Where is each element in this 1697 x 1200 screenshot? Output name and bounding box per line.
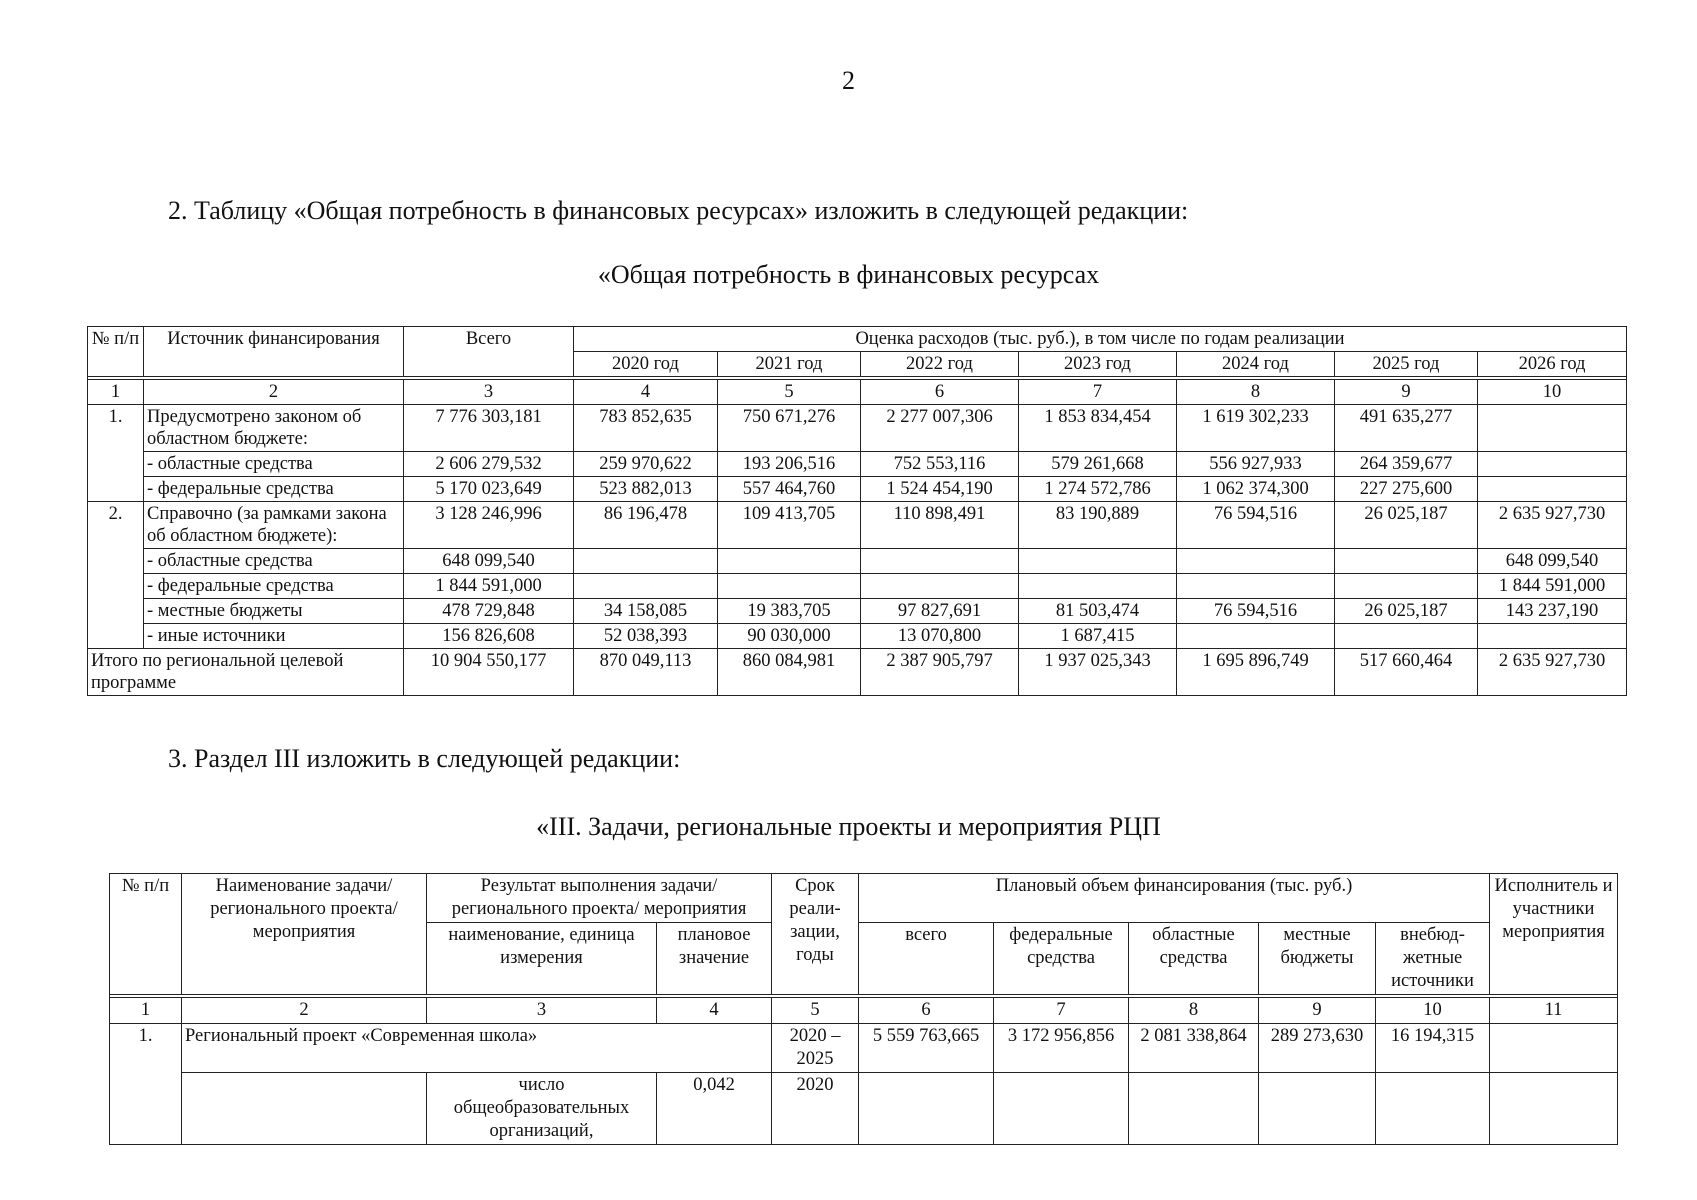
executor-cell <box>1490 1024 1618 1073</box>
header-executor: Исполнитель и участники мероприятия <box>1490 874 1618 995</box>
cell-value: 648 099,540 <box>404 549 574 574</box>
column-number: 5 <box>718 380 861 405</box>
empty-cell <box>182 1073 427 1145</box>
cell-value: 86 196,478 <box>574 502 718 549</box>
funding-offbudget: 16 194,315 <box>1376 1024 1490 1073</box>
table-row <box>88 624 1627 649</box>
cell-value: 156 826,608 <box>404 624 574 649</box>
column-number: 10 <box>1376 998 1490 1024</box>
column-number: 4 <box>657 998 772 1024</box>
cell-value: 52 038,393 <box>574 624 718 649</box>
column-number: 1 <box>88 380 144 405</box>
cell-value: 26 025,187 <box>1335 599 1478 624</box>
empty-cell <box>1376 1073 1490 1145</box>
total-value: 860 084,981 <box>718 649 861 696</box>
header-year: 2024 год <box>1177 352 1335 377</box>
cell-value: 13 070,800 <box>861 624 1019 649</box>
cell-value: 478 729,848 <box>404 599 574 624</box>
cell-value <box>1478 405 1627 452</box>
column-number: 7 <box>1019 380 1177 405</box>
cell-value: 1 274 572,786 <box>1019 477 1177 502</box>
header-offbudget: внебюд-жетные источники <box>1376 923 1490 995</box>
cell-value <box>1335 624 1478 649</box>
column-number: 3 <box>404 380 574 405</box>
column-number: 3 <box>427 998 657 1024</box>
cell-value <box>1478 624 1627 649</box>
total-value: 870 049,113 <box>574 649 718 696</box>
header-year: 2026 год <box>1478 352 1627 377</box>
header-result-name: наименование, единица измерения <box>427 923 657 995</box>
header-funding-total: всего <box>859 923 994 995</box>
cell-value: 1 853 834,454 <box>1019 405 1177 452</box>
cell-value <box>861 549 1019 574</box>
cell-value: 1 619 302,233 <box>1177 405 1335 452</box>
cell-value: 5 170 023,649 <box>404 477 574 502</box>
cell-value: 76 594,516 <box>1177 599 1335 624</box>
tasks-projects-table <box>109 873 1618 1145</box>
table-row <box>88 599 1627 624</box>
cell-value: 109 413,705 <box>718 502 861 549</box>
header-local: местные бюджеты <box>1259 923 1376 995</box>
cell-value <box>718 574 861 599</box>
table-row <box>88 574 1627 599</box>
cell-value: 523 882,013 <box>574 477 718 502</box>
row-number: 1. <box>110 1024 182 1145</box>
column-number: 10 <box>1478 380 1627 405</box>
cell-value: 491 635,277 <box>1335 405 1478 452</box>
cell-value: 579 261,668 <box>1019 452 1177 477</box>
cell-value: 34 158,085 <box>574 599 718 624</box>
cell-value: 648 099,540 <box>1478 549 1627 574</box>
total-value: 2 387 905,797 <box>861 649 1019 696</box>
table-row <box>110 1073 1618 1145</box>
row-label: Справочно (за рамками закона об областном бюджете): <box>144 502 404 549</box>
row-label: - федеральные средства <box>144 574 404 599</box>
header-num: № п/п <box>88 327 144 377</box>
header-row <box>88 327 1627 352</box>
header-term: Срок реали-зации, годы <box>772 874 859 995</box>
total-value: 2 635 927,730 <box>1478 649 1627 696</box>
row-label: - иные источники <box>144 624 404 649</box>
cell-value: 26 025,187 <box>1335 502 1478 549</box>
cell-value: 1 687,415 <box>1019 624 1177 649</box>
cell-value: 97 827,691 <box>861 599 1019 624</box>
total-row <box>88 649 1627 696</box>
table-row <box>110 1024 1618 1073</box>
cell-value <box>1019 549 1177 574</box>
cell-value: 556 927,933 <box>1177 452 1335 477</box>
total-label: Итого по региональной целевой программе <box>88 649 404 696</box>
table-row <box>88 549 1627 574</box>
cell-value <box>574 549 718 574</box>
row-number: 2. <box>88 502 144 649</box>
cell-value <box>1177 624 1335 649</box>
column-number: 8 <box>1177 380 1335 405</box>
indicator-value: 0,042 <box>657 1073 772 1145</box>
empty-cell <box>1490 1073 1618 1145</box>
header-funding: Плановый объем финансирования (тыс. руб.) <box>859 874 1490 923</box>
cell-value: 2 635 927,730 <box>1478 502 1627 549</box>
cell-value: 752 553,116 <box>861 452 1019 477</box>
header-year: 2025 год <box>1335 352 1478 377</box>
indicator-name: число общеобразовательных организаций, <box>427 1073 657 1145</box>
page-number: 2 <box>842 66 855 95</box>
cell-value: 557 464,760 <box>718 477 861 502</box>
cell-value: 3 128 246,996 <box>404 502 574 549</box>
cell-value: 143 237,190 <box>1478 599 1627 624</box>
cell-value: 750 671,276 <box>718 405 861 452</box>
header-federal: федеральные средства <box>994 923 1129 995</box>
table-row <box>88 477 1627 502</box>
cell-value <box>861 574 1019 599</box>
header-estimate: Оценка расходов (тыс. руб.), в том числе по годам реализации <box>574 327 1627 352</box>
cell-value <box>1478 477 1627 502</box>
cell-value <box>1478 452 1627 477</box>
header-row <box>110 874 1618 923</box>
table-row <box>88 452 1627 477</box>
empty-cell <box>1259 1073 1376 1145</box>
header-source: Источник финансирования <box>144 327 404 377</box>
cell-value: 2 606 279,532 <box>404 452 574 477</box>
row-label: - федеральные средства <box>144 477 404 502</box>
column-number: 9 <box>1335 380 1478 405</box>
cell-value: 783 852,635 <box>574 405 718 452</box>
header-num: № п/п <box>110 874 182 995</box>
table-row <box>88 502 1627 549</box>
cell-value: 1 062 374,300 <box>1177 477 1335 502</box>
cell-value: 227 275,600 <box>1335 477 1478 502</box>
row-label: Предусмотрено законом об областном бюджете: <box>144 405 404 452</box>
header-result-value: плановое значение <box>657 923 772 995</box>
header-total: Всего <box>404 327 574 377</box>
cell-value: 1 844 591,000 <box>404 574 574 599</box>
cell-value: 7 776 303,181 <box>404 405 574 452</box>
tasks-table-title: «III. Задачи, региональные проекты и мероприятия РЦП <box>536 812 1161 841</box>
funding-local: 289 273,630 <box>1259 1024 1376 1073</box>
header-regional: областные средства <box>1129 923 1259 995</box>
cell-value <box>1177 549 1335 574</box>
column-number: 5 <box>772 998 859 1024</box>
funding-federal: 3 172 956,856 <box>994 1024 1129 1073</box>
cell-value: 83 190,889 <box>1019 502 1177 549</box>
total-value: 10 904 550,177 <box>404 649 574 696</box>
cell-value: 1 524 454,190 <box>861 477 1019 502</box>
section-3-heading: 3. Раздел III изложить в следующей редакции: <box>168 744 681 773</box>
cell-value: 110 898,491 <box>861 502 1019 549</box>
cell-value: 19 383,705 <box>718 599 861 624</box>
table-row <box>88 405 1627 452</box>
cell-value <box>1019 574 1177 599</box>
column-number: 11 <box>1490 998 1618 1024</box>
cell-value: 193 206,516 <box>718 452 861 477</box>
empty-cell <box>1129 1073 1259 1145</box>
header-year: 2023 год <box>1019 352 1177 377</box>
cell-value: 264 359,677 <box>1335 452 1478 477</box>
cell-value: 81 503,474 <box>1019 599 1177 624</box>
column-number-row <box>110 998 1618 1024</box>
financial-resources-table <box>87 326 1627 696</box>
column-number: 6 <box>861 380 1019 405</box>
column-number: 2 <box>144 380 404 405</box>
project-term: 2020 – 2025 <box>772 1024 859 1073</box>
column-number-row <box>88 380 1627 405</box>
cell-value: 2 277 007,306 <box>861 405 1019 452</box>
row-label: - областные средства <box>144 452 404 477</box>
cell-value: 1 844 591,000 <box>1478 574 1627 599</box>
project-name: Региональный проект «Современная школа» <box>182 1024 772 1073</box>
cell-value <box>718 549 861 574</box>
column-number: 4 <box>574 380 718 405</box>
column-number: 7 <box>994 998 1129 1024</box>
column-number: 2 <box>182 998 427 1024</box>
column-number: 9 <box>1259 998 1376 1024</box>
column-number: 8 <box>1129 998 1259 1024</box>
row-label: - местные бюджеты <box>144 599 404 624</box>
cell-value: 90 030,000 <box>718 624 861 649</box>
section-2-heading: 2. Таблицу «Общая потребность в финансовых ресурсах» изложить в следующей редакции: <box>168 196 1189 225</box>
header-year: 2020 год <box>574 352 718 377</box>
column-number: 1 <box>110 998 182 1024</box>
cell-value <box>1177 574 1335 599</box>
empty-cell <box>859 1073 994 1145</box>
cell-value <box>574 574 718 599</box>
total-value: 1 937 025,343 <box>1019 649 1177 696</box>
cell-value <box>1335 549 1478 574</box>
cell-value: 76 594,516 <box>1177 502 1335 549</box>
header-year: 2022 год <box>861 352 1019 377</box>
indicator-year: 2020 <box>772 1073 859 1145</box>
empty-cell <box>994 1073 1129 1145</box>
cell-value <box>1335 574 1478 599</box>
total-value: 517 660,464 <box>1335 649 1478 696</box>
row-number: 1. <box>88 405 144 502</box>
financial-table-title: «Общая потребность в финансовых ресурсах <box>597 260 1100 289</box>
cell-value: 259 970,622 <box>574 452 718 477</box>
funding-total: 5 559 763,665 <box>859 1024 994 1073</box>
funding-regional: 2 081 338,864 <box>1129 1024 1259 1073</box>
total-value: 1 695 896,749 <box>1177 649 1335 696</box>
header-name: Наименование задачи/ регионального проекта/ мероприятия <box>182 874 427 995</box>
row-label: - областные средства <box>144 549 404 574</box>
column-number: 6 <box>859 998 994 1024</box>
header-result: Результат выполнения задачи/ регионального проекта/ мероприятия <box>427 874 772 923</box>
header-year: 2021 год <box>718 352 861 377</box>
